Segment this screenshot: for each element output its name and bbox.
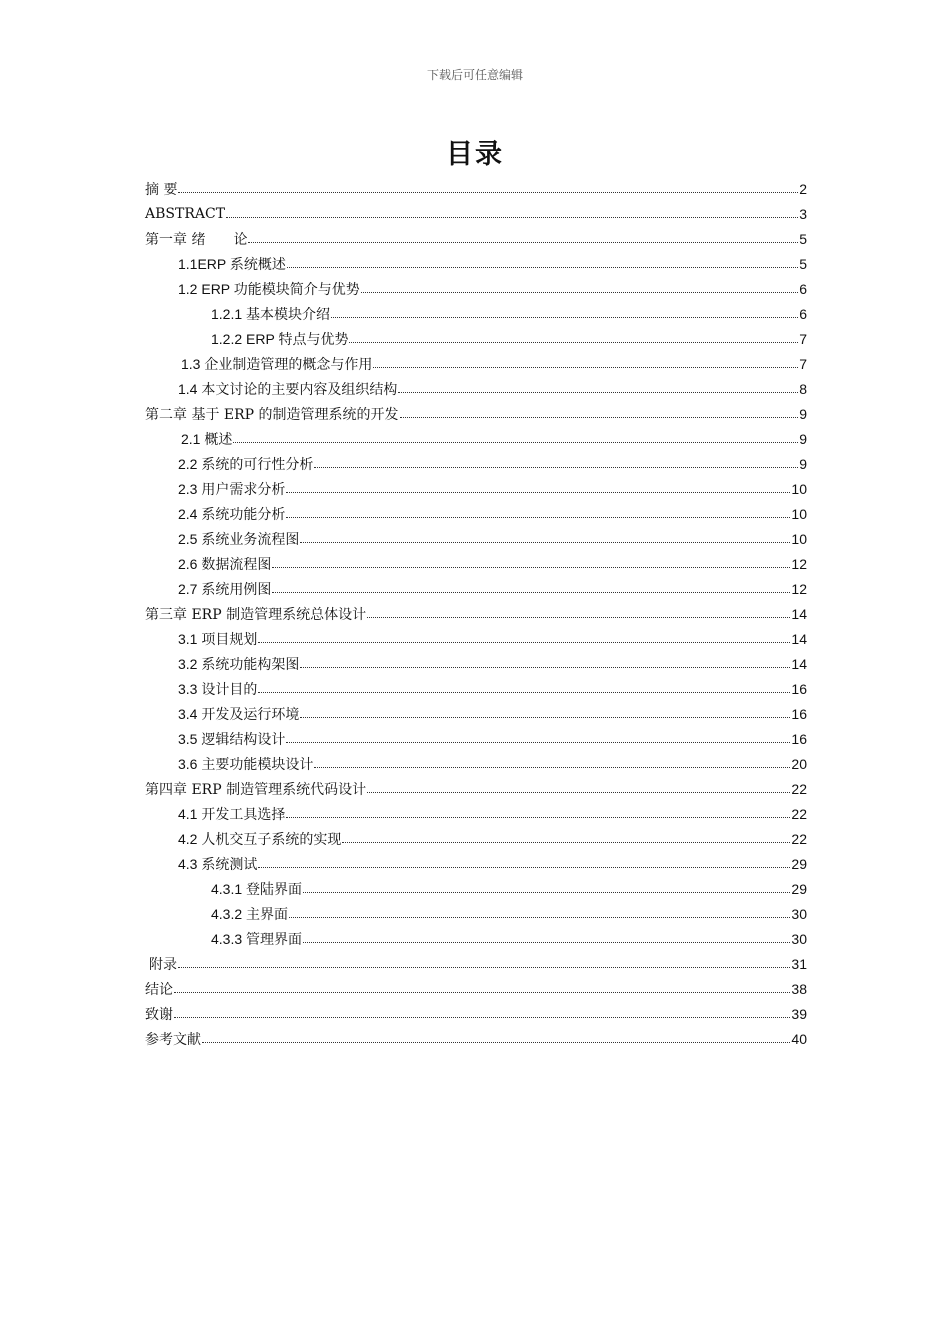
toc-entry-page: 22 [791,830,807,847]
toc-entry[interactable] [145,801,807,826]
toc-entry-label: 4.2 人机交互子系统的实现 [178,830,342,847]
toc-entry-label: 2.4 系统功能分析 [178,505,286,522]
toc-entry-label: 第四章 ERP 制造管理系统代码设计 [145,781,367,798]
toc-entry[interactable] [145,726,807,751]
dot-leader [331,301,798,318]
toc-entry-page: 8 [799,380,807,397]
toc-entry-label: 附录 [149,956,177,973]
dot-leader [300,526,790,543]
toc-entry-label: 1.3 企业制造管理的概念与作用 [181,355,373,372]
toc-title: 目录 [446,139,504,170]
toc-entry-label: 1.1ERP 系统概述 [178,255,286,272]
toc-entry-page: 10 [791,505,807,522]
toc-entry[interactable] [145,201,807,226]
dot-leader [174,976,790,993]
toc-entry-page: 7 [799,355,807,372]
toc-entry-page: 40 [791,1030,807,1047]
dot-leader [286,726,790,743]
toc-entry-label: 2.3 用户需求分析 [178,480,286,497]
dot-leader [349,326,798,343]
dot-leader [300,651,790,668]
toc-entry-page: 2 [799,180,807,197]
toc-entry[interactable] [145,601,807,626]
toc-entry[interactable] [145,676,807,701]
toc-entry-label: 1.2 ERP 功能模块简介与优势 [178,280,360,297]
toc-entry[interactable] [145,551,807,576]
toc-entry-label: 第三章 ERP 制造管理系统总体设计 [145,606,367,623]
toc-entry-page: 5 [799,230,807,247]
toc-entry-label: 3.3 设计目的 [178,680,258,697]
dot-leader [233,426,798,443]
toc-entry[interactable] [145,576,807,601]
dot-leader [314,751,790,768]
toc-entry[interactable] [145,276,807,301]
toc-entry-label: ABSTRACT [145,205,226,222]
toc-entry-label: 第二章 基于 ERP 的制造管理系统的开发 [145,406,399,423]
toc-entry-page: 39 [791,1005,807,1022]
toc-entry-page: 3 [799,205,807,222]
toc-entry-label: 4.3 系统测试 [178,855,258,872]
toc-entry-label: 4.3.2 主界面 [211,905,289,922]
dot-leader [258,676,790,693]
toc-entry-page: 9 [799,455,807,472]
table-of-contents [145,176,807,1051]
dot-leader [178,951,790,968]
toc-entry-label: 2.6 数据流程图 [178,555,272,572]
toc-entry-page: 6 [799,280,807,297]
toc-entry-label: 1.2.1 基本模块介绍 [211,305,331,322]
toc-entry[interactable] [145,876,807,901]
dot-leader [178,176,798,193]
dot-leader [398,376,798,393]
toc-entry[interactable] [145,251,807,276]
toc-entry[interactable] [145,751,807,776]
toc-entry-label: 1.4 本文讨论的主要内容及组织结构 [178,380,398,397]
dot-leader [314,451,798,468]
dot-leader [258,626,790,643]
dot-leader [202,1026,790,1043]
toc-entry[interactable] [145,376,807,401]
toc-entry-label: 4.1 开发工具选择 [178,805,286,822]
toc-entry-page: 29 [791,855,807,872]
toc-entry[interactable] [145,626,807,651]
dot-leader [272,551,790,568]
dot-leader [303,876,790,893]
toc-entry-label: 4.3.3 管理界面 [211,930,303,947]
toc-entry[interactable] [145,301,807,326]
toc-entry-page: 7 [799,330,807,347]
toc-entry-label: 1.2.2 ERP 特点与优势 [211,330,349,347]
dot-leader [174,1001,790,1018]
toc-entry-label: 2.5 系统业务流程图 [178,530,300,547]
toc-entry-page: 22 [791,805,807,822]
dot-leader [287,251,798,268]
page-header-note: 下载后可任意编辑 [426,68,523,82]
dot-leader [286,801,790,818]
toc-entry-label: 致谢 [145,1006,173,1023]
dot-leader [342,826,790,843]
toc-entry-label: 2.1 概述 [181,430,233,447]
toc-entry-page: 14 [791,605,807,622]
toc-entry[interactable] [145,776,807,801]
toc-entry-page: 16 [791,730,807,747]
toc-entry-page: 20 [791,755,807,772]
toc-entry[interactable] [145,451,807,476]
dot-leader [361,276,798,293]
toc-entry-label: 4.3.1 登陆界面 [211,880,303,897]
toc-entry[interactable] [145,526,807,551]
toc-entry-page: 38 [791,980,807,997]
toc-entry[interactable] [145,901,807,926]
toc-entry-page: 14 [791,655,807,672]
toc-entry[interactable] [145,401,807,426]
toc-entry[interactable] [145,951,807,976]
toc-entry-page: 30 [791,930,807,947]
dot-leader [258,851,790,868]
dot-leader [373,351,798,368]
toc-entry-page: 16 [791,680,807,697]
toc-entry-page: 6 [799,305,807,322]
toc-entry[interactable] [145,326,807,351]
toc-entry-label: 3.4 开发及运行环境 [178,705,300,722]
toc-entry-label: 摘 要 [145,181,178,198]
toc-entry[interactable] [145,926,807,951]
dot-leader [367,776,790,793]
toc-entry-label: 第一章 绪 论 [145,231,248,248]
toc-entry-page: 29 [791,880,807,897]
toc-entry-label: 3.6 主要功能模块设计 [178,755,314,772]
dot-leader [303,926,790,943]
toc-entry-page: 12 [791,580,807,597]
dot-leader [286,476,790,493]
toc-entry[interactable] [145,501,807,526]
toc-entry-page: 31 [791,955,807,972]
toc-entry[interactable] [145,976,807,1001]
toc-entry-label: 2.2 系统的可行性分析 [178,455,314,472]
dot-leader [367,601,790,618]
dot-leader [289,901,790,918]
toc-entry-label: 3.2 系统功能构架图 [178,655,300,672]
toc-entry-page: 10 [791,480,807,497]
toc-entry[interactable] [145,701,807,726]
dot-leader [286,501,790,518]
dot-leader [400,401,799,418]
dot-leader [272,576,790,593]
dot-leader [248,226,798,243]
toc-entry-page: 12 [791,555,807,572]
toc-entry-label: 3.1 项目规划 [178,630,258,647]
toc-entry-page: 5 [799,255,807,272]
toc-entry-page: 9 [799,430,807,447]
toc-entry-label: 结论 [145,981,173,998]
toc-entry[interactable] [145,351,807,376]
toc-entry-page: 14 [791,630,807,647]
toc-entry[interactable] [145,651,807,676]
toc-entry-page: 16 [791,705,807,722]
toc-entry-label: 参考文献 [145,1031,201,1048]
toc-entry[interactable] [145,176,807,201]
toc-entry[interactable] [145,1026,807,1051]
toc-entry-label: 2.7 系统用例图 [178,580,272,597]
toc-entry[interactable] [145,1001,807,1026]
toc-entry-page: 30 [791,905,807,922]
toc-entry[interactable] [145,226,807,251]
toc-entry-label: 3.5 逻辑结构设计 [178,730,286,747]
dot-leader [226,201,798,218]
toc-entry-page: 10 [791,530,807,547]
toc-entry[interactable] [145,851,807,876]
toc-entry[interactable] [145,476,807,501]
toc-entry-page: 9 [799,405,807,422]
toc-entry[interactable] [145,826,807,851]
dot-leader [300,701,790,718]
toc-entry-page: 22 [791,780,807,797]
toc-entry[interactable] [145,426,807,451]
